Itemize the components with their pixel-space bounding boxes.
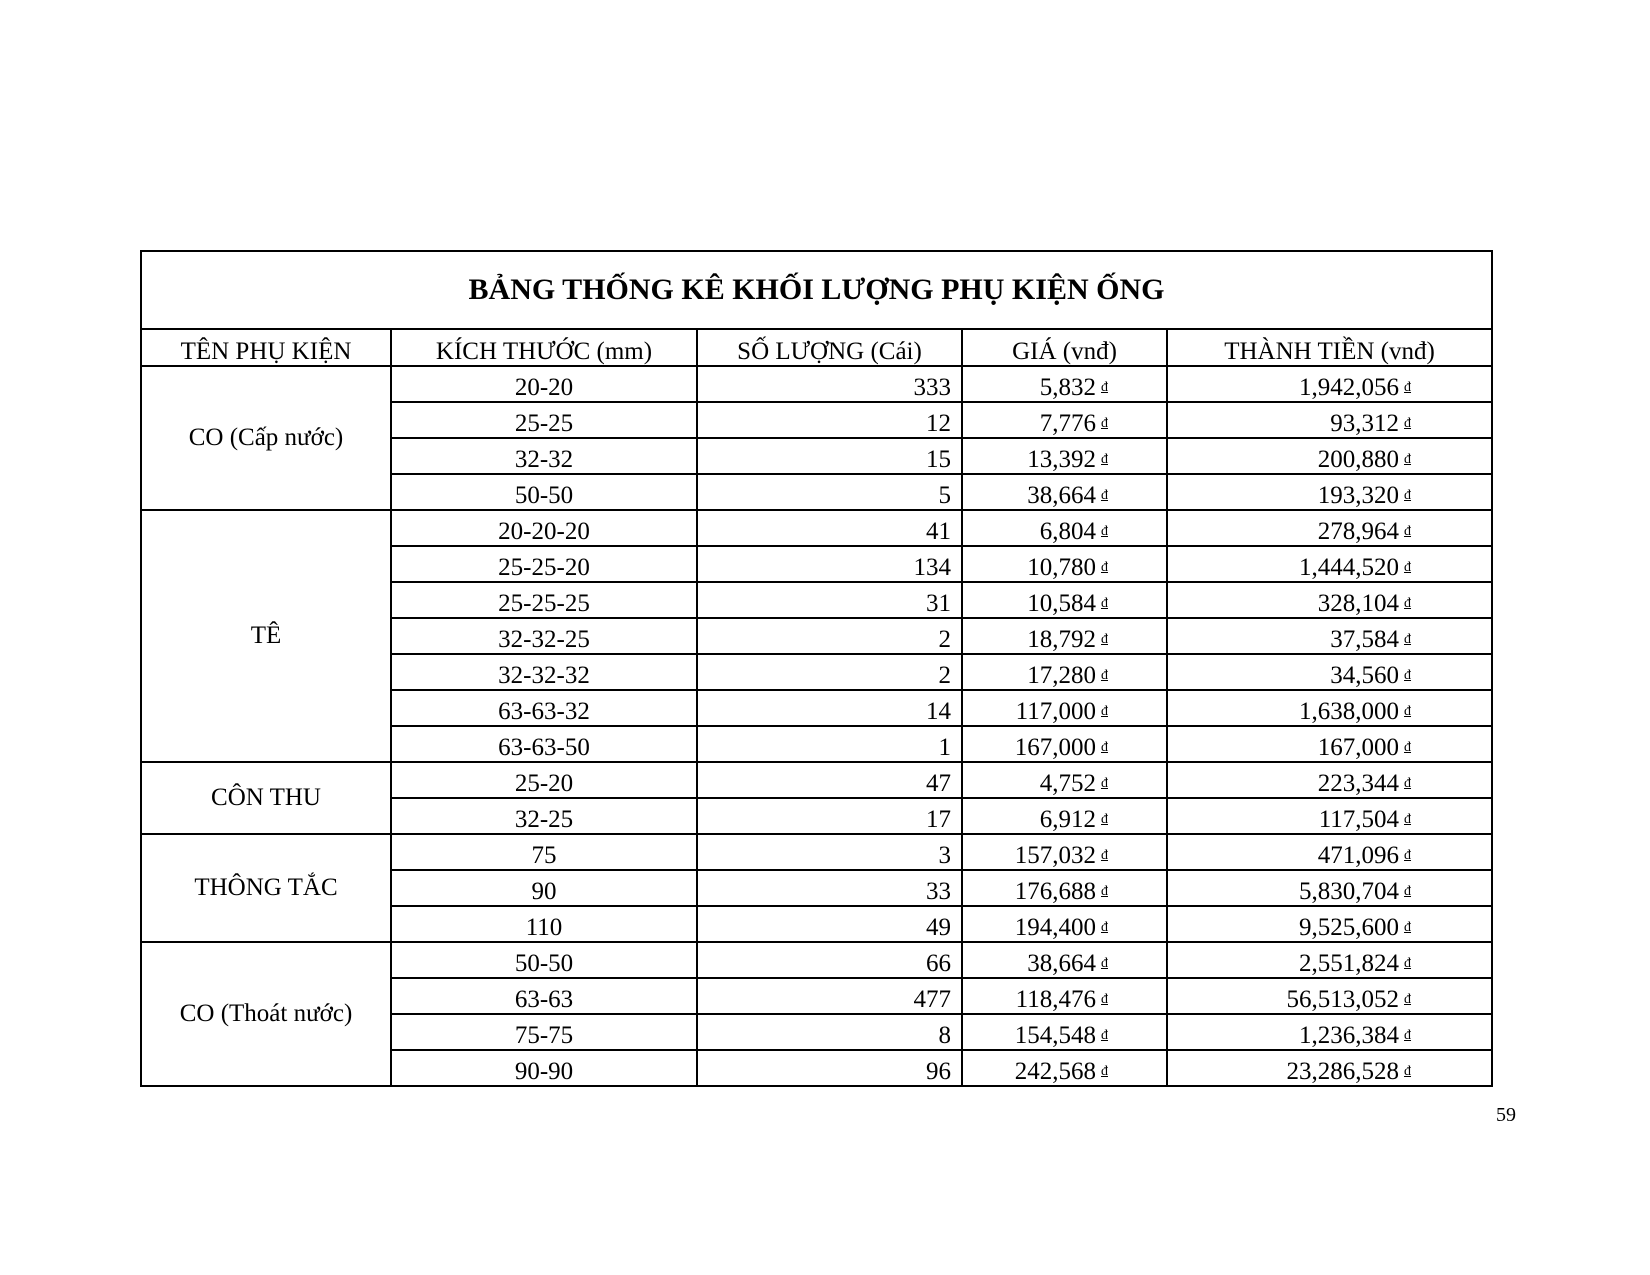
currency-symbol: đ [1404, 524, 1412, 539]
currency-symbol: đ [1404, 488, 1412, 503]
currency-symbol: đ [1101, 380, 1108, 395]
quantity-cell: 31 [697, 582, 962, 618]
total-cell [1167, 1050, 1492, 1086]
total-cell [1167, 798, 1492, 834]
size-cell: 32-32-25 [391, 618, 697, 654]
currency-symbol: đ [1101, 884, 1108, 899]
size-cell: 63-63-32 [391, 690, 697, 726]
currency-symbol: đ [1404, 956, 1412, 971]
currency-symbol: đ [1101, 956, 1108, 971]
fittings-table [140, 250, 1493, 1087]
price-cell [962, 438, 1167, 474]
size-cell: 90 [391, 870, 697, 906]
price-cell [962, 762, 1167, 798]
document-page [140, 250, 1491, 1087]
table-row [141, 834, 1492, 870]
quantity-cell: 41 [697, 510, 962, 546]
currency-symbol: đ [1101, 560, 1108, 575]
table-row [141, 366, 1492, 402]
currency-symbol: đ [1101, 1064, 1108, 1079]
total-cell [1167, 510, 1492, 546]
price-value: 176,688 [1014, 878, 1096, 905]
quantity-cell: 5 [697, 474, 962, 510]
title-row [141, 251, 1492, 329]
price-cell [962, 618, 1167, 654]
currency-symbol: đ [1101, 740, 1108, 755]
currency-symbol: đ [1101, 488, 1108, 503]
total-cell [1167, 546, 1492, 582]
currency-symbol: đ [1404, 560, 1412, 575]
size-cell: 25-25-20 [391, 546, 697, 582]
total-cell [1167, 762, 1492, 798]
header-qty: SỐ LƯỢNG (Cái) [697, 329, 962, 366]
quantity-cell: 17 [697, 798, 962, 834]
total-value: 5,830,704 [1299, 878, 1400, 905]
fitting-name-cell: CO (Cấp nước) [141, 366, 391, 510]
table-title: BẢNG THỐNG KÊ KHỐI LƯỢNG PHỤ KIỆN ỐNG [141, 251, 1492, 329]
quantity-cell: 8 [697, 1014, 962, 1050]
price-value: 194,400 [1014, 914, 1096, 941]
price-cell [962, 474, 1167, 510]
quantity-cell: 14 [697, 690, 962, 726]
size-cell: 25-25 [391, 402, 697, 438]
total-cell [1167, 582, 1492, 618]
price-value: 7,776 [1039, 410, 1096, 437]
total-value: 37,584 [1330, 626, 1400, 653]
total-value: 471,096 [1317, 842, 1400, 869]
size-cell: 90-90 [391, 1050, 697, 1086]
currency-symbol: đ [1101, 668, 1108, 683]
currency-symbol: đ [1101, 812, 1108, 827]
price-cell [962, 366, 1167, 402]
price-cell [962, 978, 1167, 1014]
table-row [141, 762, 1492, 798]
currency-symbol: đ [1101, 632, 1108, 647]
total-value: 1,236,384 [1299, 1022, 1400, 1049]
fitting-name-cell: CO (Thoát nước) [141, 942, 391, 1086]
currency-symbol: đ [1404, 776, 1412, 791]
quantity-cell: 134 [697, 546, 962, 582]
price-value: 18,792 [1027, 626, 1096, 653]
quantity-cell: 47 [697, 762, 962, 798]
price-cell [962, 1014, 1167, 1050]
total-cell [1167, 906, 1492, 942]
header-name: TÊN PHỤ KIỆN [141, 329, 391, 366]
size-cell: 20-20-20 [391, 510, 697, 546]
price-cell [962, 546, 1167, 582]
total-cell [1167, 726, 1492, 762]
price-cell [962, 834, 1167, 870]
price-cell [962, 510, 1167, 546]
size-cell: 50-50 [391, 474, 697, 510]
quantity-cell: 15 [697, 438, 962, 474]
currency-symbol: đ [1101, 452, 1108, 467]
size-cell: 32-32 [391, 438, 697, 474]
currency-symbol: đ [1404, 992, 1412, 1007]
total-value: 23,286,528 [1286, 1058, 1400, 1085]
price-value: 5,832 [1039, 374, 1096, 401]
currency-symbol: đ [1404, 380, 1412, 395]
currency-symbol: đ [1101, 524, 1108, 539]
total-value: 1,942,056 [1299, 374, 1400, 401]
fitting-name-cell: THÔNG TẮC [141, 834, 391, 942]
total-value: 34,560 [1330, 662, 1400, 689]
header-total: THÀNH TIỀN (vnđ) [1167, 329, 1492, 366]
quantity-cell: 1 [697, 726, 962, 762]
currency-symbol: đ [1404, 848, 1412, 863]
total-cell [1167, 402, 1492, 438]
total-value: 200,880 [1317, 446, 1400, 473]
price-value: 167,000 [1014, 734, 1096, 761]
total-value: 167,000 [1317, 734, 1400, 761]
currency-symbol: đ [1404, 596, 1412, 611]
quantity-cell: 12 [697, 402, 962, 438]
currency-symbol: đ [1101, 776, 1108, 791]
currency-symbol: đ [1404, 1028, 1412, 1043]
table-row [141, 942, 1492, 978]
price-value: 38,664 [1027, 482, 1096, 509]
currency-symbol: đ [1101, 920, 1108, 935]
total-cell [1167, 366, 1492, 402]
currency-symbol: đ [1404, 884, 1412, 899]
price-cell [962, 1050, 1167, 1086]
size-cell: 75 [391, 834, 697, 870]
price-cell [962, 798, 1167, 834]
price-cell [962, 690, 1167, 726]
price-value: 6,804 [1039, 518, 1096, 545]
total-value: 278,964 [1317, 518, 1400, 545]
size-cell: 50-50 [391, 942, 697, 978]
currency-symbol: đ [1404, 632, 1412, 647]
currency-symbol: đ [1404, 704, 1412, 719]
price-value: 154,548 [1014, 1022, 1096, 1049]
currency-symbol: đ [1404, 668, 1412, 683]
header-size: KÍCH THƯỚC (mm) [391, 329, 697, 366]
price-cell [962, 906, 1167, 942]
table-row [141, 510, 1492, 546]
size-cell: 63-63 [391, 978, 697, 1014]
currency-symbol: đ [1404, 452, 1412, 467]
total-value: 1,444,520 [1299, 554, 1400, 581]
header-price: GIÁ (vnđ) [962, 329, 1167, 366]
total-value: 93,312 [1330, 410, 1400, 437]
total-value: 9,525,600 [1299, 914, 1400, 941]
quantity-cell: 49 [697, 906, 962, 942]
total-cell [1167, 438, 1492, 474]
currency-symbol: đ [1404, 740, 1412, 755]
total-value: 56,513,052 [1286, 986, 1400, 1013]
total-cell [1167, 474, 1492, 510]
total-cell [1167, 618, 1492, 654]
size-cell: 25-25-25 [391, 582, 697, 618]
currency-symbol: đ [1101, 704, 1108, 719]
total-value: 328,104 [1317, 590, 1400, 617]
total-value: 2,551,824 [1299, 950, 1400, 977]
total-value: 117,504 [1318, 806, 1400, 833]
price-value: 4,752 [1039, 770, 1096, 797]
total-cell [1167, 942, 1492, 978]
price-value: 6,912 [1039, 806, 1096, 833]
currency-symbol: đ [1101, 596, 1108, 611]
quantity-cell: 96 [697, 1050, 962, 1086]
total-value: 193,320 [1317, 482, 1400, 509]
currency-symbol: đ [1101, 416, 1108, 431]
fitting-name-cell: TÊ [141, 510, 391, 762]
quantity-cell: 2 [697, 618, 962, 654]
currency-symbol: đ [1404, 920, 1412, 935]
quantity-cell: 333 [697, 366, 962, 402]
total-value: 1,638,000 [1299, 698, 1400, 725]
currency-symbol: đ [1101, 848, 1108, 863]
price-value: 10,780 [1027, 554, 1096, 581]
price-cell [962, 402, 1167, 438]
total-cell [1167, 654, 1492, 690]
page-number: 59 [1496, 1104, 1516, 1126]
currency-symbol: đ [1101, 992, 1108, 1007]
price-value: 117,000 [1015, 698, 1096, 725]
quantity-cell: 2 [697, 654, 962, 690]
currency-symbol: đ [1404, 812, 1412, 827]
price-cell [962, 654, 1167, 690]
total-value: 223,344 [1317, 770, 1400, 797]
quantity-cell: 33 [697, 870, 962, 906]
price-value: 118,476 [1015, 986, 1096, 1013]
price-value: 242,568 [1014, 1058, 1096, 1085]
size-cell: 110 [391, 906, 697, 942]
size-cell: 32-32-32 [391, 654, 697, 690]
size-cell: 75-75 [391, 1014, 697, 1050]
total-cell [1167, 978, 1492, 1014]
size-cell: 32-25 [391, 798, 697, 834]
total-cell [1167, 834, 1492, 870]
size-cell: 20-20 [391, 366, 697, 402]
quantity-cell: 66 [697, 942, 962, 978]
quantity-cell: 477 [697, 978, 962, 1014]
price-value: 17,280 [1027, 662, 1096, 689]
price-value: 10,584 [1027, 590, 1096, 617]
total-cell [1167, 870, 1492, 906]
currency-symbol: đ [1404, 416, 1412, 431]
price-value: 157,032 [1014, 842, 1096, 869]
header-row [141, 329, 1492, 366]
fitting-name-cell: CÔN THU [141, 762, 391, 834]
price-cell [962, 582, 1167, 618]
currency-symbol: đ [1404, 1064, 1412, 1079]
total-cell [1167, 1014, 1492, 1050]
table-body [141, 366, 1492, 1086]
size-cell: 25-20 [391, 762, 697, 798]
price-value: 38,664 [1027, 950, 1096, 977]
price-cell [962, 870, 1167, 906]
size-cell: 63-63-50 [391, 726, 697, 762]
currency-symbol: đ [1101, 1028, 1108, 1043]
price-cell [962, 942, 1167, 978]
total-cell [1167, 690, 1492, 726]
price-value: 13,392 [1027, 446, 1096, 473]
quantity-cell: 3 [697, 834, 962, 870]
price-cell [962, 726, 1167, 762]
